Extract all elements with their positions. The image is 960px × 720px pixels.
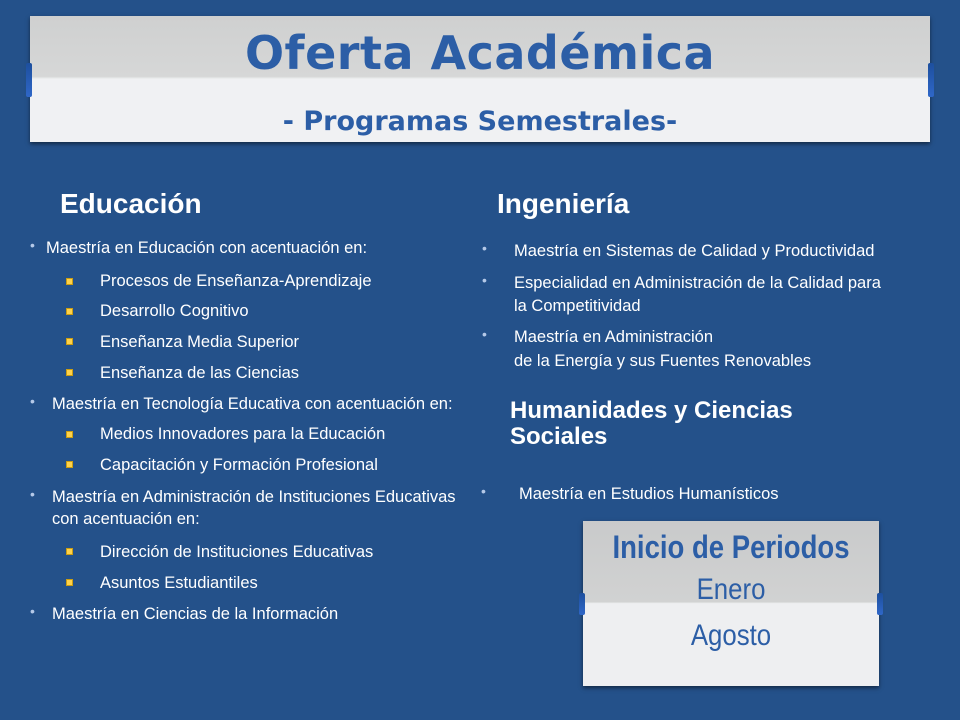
list-subitem: Procesos de Enseñanza-Aprendizaje (100, 272, 372, 290)
square-bullet-icon (66, 338, 73, 345)
list-subitem: Medios Innovadores para la Educación (100, 425, 386, 443)
bullet-dot-icon: • (482, 326, 487, 342)
section-heading-line: Humanidades y Ciencias (510, 397, 793, 424)
list-item: Maestría en Estudios Humanísticos (519, 485, 779, 503)
periods-panel (583, 521, 879, 686)
section-heading-ingenieria: Ingeniería (497, 188, 630, 219)
list-item: Maestría en Administración (514, 328, 714, 346)
list-item: Especialidad en Administración de la Calidad para (514, 274, 881, 292)
section-heading-line: Sociales (510, 423, 608, 450)
bullet-dot-icon: • (30, 603, 35, 619)
list-item: Maestría en Sistemas de Calidad y Productividad (514, 242, 875, 260)
square-bullet-icon (66, 461, 73, 468)
title-banner (30, 16, 930, 142)
bullet-dot-icon: • (30, 237, 35, 253)
square-bullet-icon (66, 431, 73, 438)
list-item-continuation: de la Energía y sus Fuentes Renovables (514, 352, 812, 370)
square-bullet-icon (66, 579, 73, 586)
period-month: Enero (696, 573, 766, 606)
page-title: Oferta Académica (244, 26, 716, 80)
square-bullet-icon (66, 369, 73, 376)
page-subtitle: - Programas Semestrales- (282, 106, 678, 137)
bullet-dot-icon: • (30, 393, 35, 409)
bullet-dot-icon: • (30, 486, 35, 502)
list-subitem: Desarrollo Cognitivo (100, 302, 249, 320)
list-item-continuation: con acentuación en: (52, 510, 200, 528)
list-subitem: Enseñanza Media Superior (100, 333, 300, 351)
section-heading-humanidades (510, 398, 890, 450)
list-subitem: Asuntos Estudiantiles (100, 574, 258, 592)
list-item: Maestría en Ciencias de la Información (52, 605, 339, 623)
list-item: Maestría en Educación con acentuación en: (46, 239, 368, 257)
bullet-dot-icon: • (482, 240, 487, 256)
bullet-dot-icon: • (482, 272, 487, 288)
list-item: Maestría en Tecnología Educativa con acentuación en: (52, 395, 453, 413)
bullet-dot-icon: • (481, 483, 486, 499)
list-subitem: Enseñanza de las Ciencias (100, 364, 300, 382)
periods-title: Inicio de Periodos (612, 529, 850, 565)
section-heading-educacion: Educación (60, 188, 202, 219)
list-subitem: Capacitación y Formación Profesional (100, 456, 378, 474)
list-item: Maestría en Administración de Instituciones Educativas (52, 488, 456, 506)
square-bullet-icon (66, 308, 73, 315)
list-subitem: Dirección de Instituciones Educativas (100, 543, 374, 561)
square-bullet-icon (66, 548, 73, 555)
list-item-continuation: la Competitividad (514, 297, 641, 315)
period-month: Agosto (690, 619, 772, 652)
square-bullet-icon (66, 278, 73, 285)
